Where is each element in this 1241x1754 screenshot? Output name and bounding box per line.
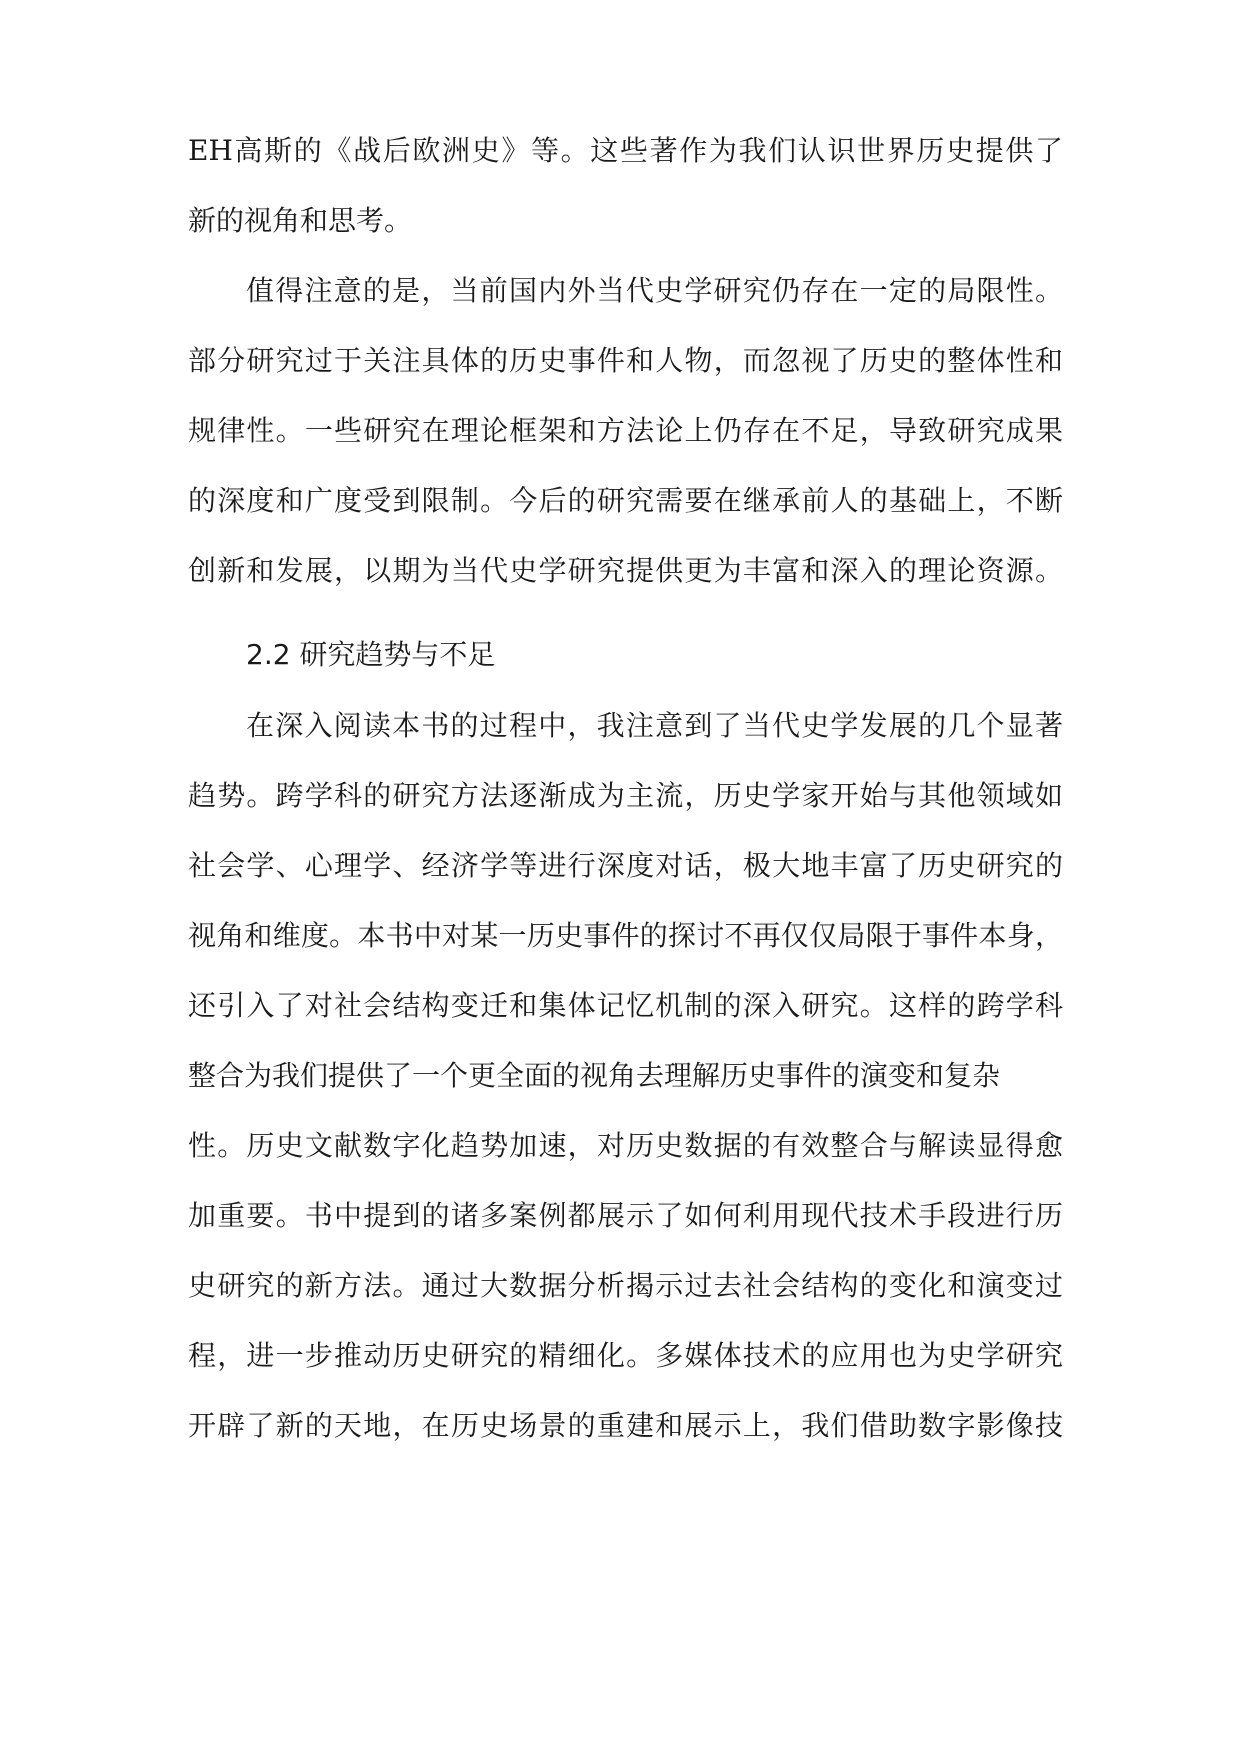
paragraph-3-line-3: 社会学、心理学、经济学等进行深度对话，极大地丰富了历史研究的	[188, 849, 1063, 882]
paragraph-3-line-10: 程，进一步推动历史研究的精细化。多媒体技术的应用也为史学研究	[188, 1339, 1063, 1372]
paragraph-3-line-8: 加重要。书中提到的诸多案例都展示了如何利用现代技术手段进行历	[188, 1199, 1063, 1232]
paragraph-3-line-6: 整合为我们提供了一个更全面的视角去理解历史事件的演变和复杂	[188, 1059, 1001, 1092]
paragraph-2-line-2: 部分研究过于关注具体的历史事件和人物，而忽视了历史的整体性和	[188, 344, 1063, 377]
paragraph-3-line-1: 在深入阅读本书的过程中，我注意到了当代史学发展的几个显著	[246, 709, 1063, 742]
paragraph-3-line-2: 趋势。跨学科的研究方法逐渐成为主流，历史学家开始与其他领域如	[188, 779, 1063, 812]
paragraph-3-line-4: 视角和维度。本书中对某一历史事件的探讨不再仅仅局限于事件本身，	[188, 919, 1063, 952]
paragraph-1-line-1: EH高斯的《战后欧洲史》等。这些著作为我们认识世界历史提供了	[188, 134, 1063, 167]
paragraph-2-line-4: 的深度和广度受到限制。今后的研究需要在继承前人的基础上，不断	[188, 484, 1063, 517]
paragraph-3-line-5: 还引入了对社会结构变迁和集体记忆机制的深入研究。这样的跨学科	[188, 989, 1063, 1022]
paragraph-3-line-7: 性。历史文献数字化趋势加速，对历史数据的有效整合与解读显得愈	[188, 1129, 1063, 1162]
section-heading: 2.2 研究趋势与不足	[246, 638, 496, 671]
paragraph-2-line-1: 值得注意的是，当前国内外当代史学研究仍存在一定的局限性。	[246, 274, 1063, 307]
paragraph-3-line-11: 开辟了新的天地，在历史场景的重建和展示上，我们借助数字影像技	[188, 1409, 1063, 1442]
paragraph-2-line-5: 创新和发展，以期为当代史学研究提供更为丰富和深入的理论资源。	[188, 554, 1063, 587]
paragraph-3-line-9: 史研究的新方法。通过大数据分析揭示过去社会结构的变化和演变过	[188, 1269, 1063, 1302]
paragraph-2-line-3: 规律性。一些研究在理论框架和方法论上仍存在不足，导致研究成果	[188, 414, 1063, 447]
paragraph-1-line-2: 新的视角和思考。	[188, 204, 413, 237]
